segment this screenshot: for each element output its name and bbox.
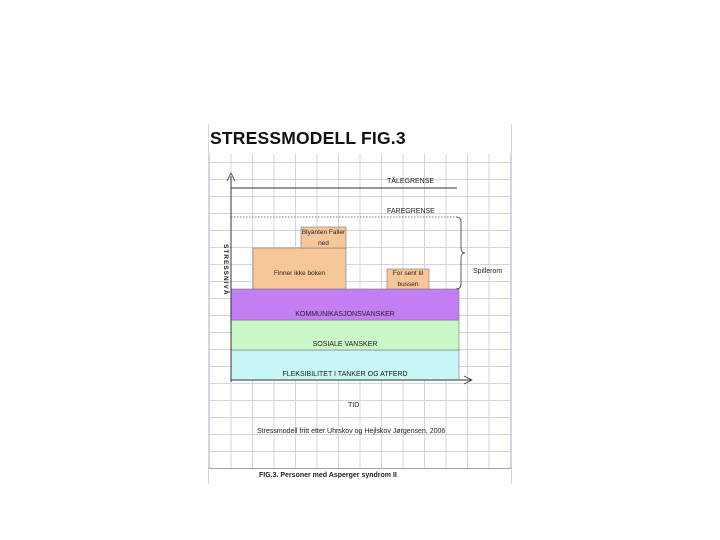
event-pencil-label: Blyanten Faller ned xyxy=(301,229,346,247)
source-note: Stressmodell fritt etter Uhrskov og Hejlskov Jørgensen, 2006 xyxy=(257,428,446,435)
figure-title: STRESSMODELL FIG.3 xyxy=(210,128,406,148)
margin-label: Spillerom xyxy=(473,268,503,275)
y-axis-label: STRESSNIVÅ xyxy=(222,244,229,296)
figure-caption: FIG.3. Personer med Asperger syndrom II xyxy=(259,472,397,479)
event-bus-label: For sent til bussen xyxy=(392,270,424,288)
margin-brace xyxy=(456,217,465,289)
tolerance-label: TÅLEGRENSE xyxy=(387,178,435,185)
layer-flexibility-label: FLEKSIBILITET I TANKER OG ATFERD xyxy=(282,371,408,378)
x-axis-label: TID xyxy=(348,402,360,409)
danger-label: FAREGRENSE xyxy=(387,208,435,215)
stress-model-figure xyxy=(208,124,512,484)
event-book-label: Finner ikke boken xyxy=(273,270,326,277)
layer-social-label: SOSIALE VANSKER xyxy=(312,341,378,348)
layer-communication-label: KOMMUNIKASJONSVANSKER xyxy=(295,311,395,318)
